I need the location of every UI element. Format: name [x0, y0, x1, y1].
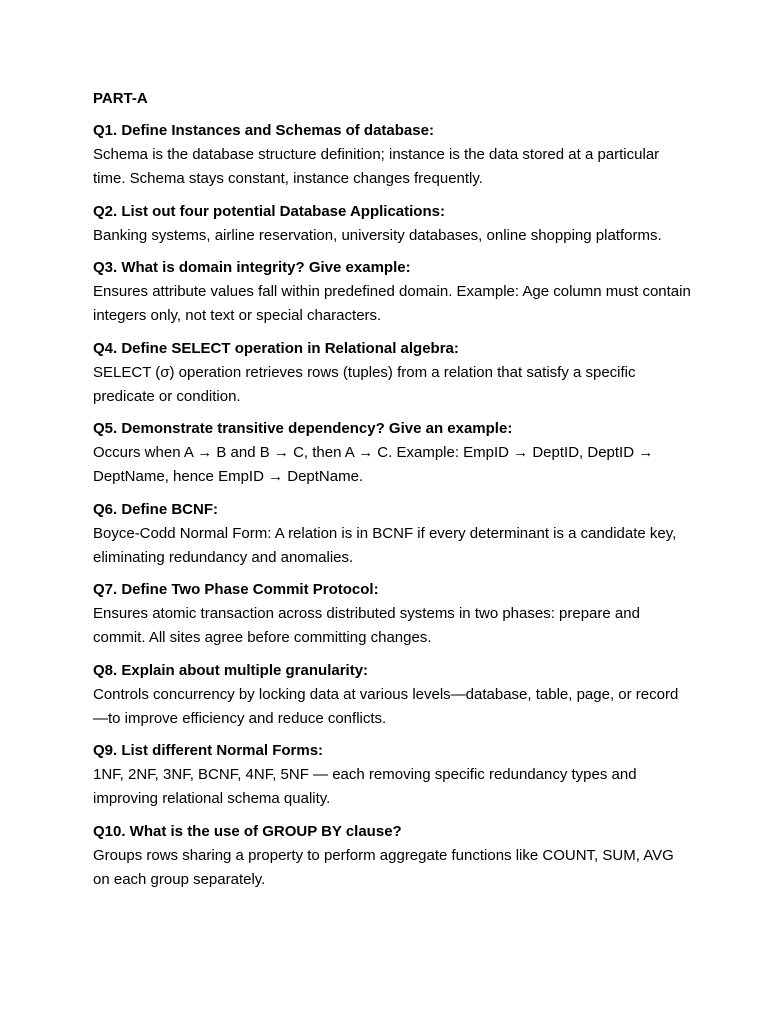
- question-heading: Q2. List out four potential Database Applications:: [93, 202, 445, 220]
- question-heading: Q7. Define Two Phase Commit Protocol:: [93, 581, 379, 598]
- qa-item-5: [93, 418, 693, 489]
- document-page: [93, 88, 693, 901]
- question-heading: Q6. Define BCNF:: [93, 500, 219, 518]
- answer-text: Boyce-Codd Normal Form: A relation is in BCNF if every determinant is a candidate key, eliminating redundancy and anomalies.: [93, 524, 677, 566]
- question-heading: Q4. Define SELECT operation in Relational algebra:: [93, 339, 459, 357]
- qa-item-8: [93, 660, 693, 731]
- qa-item-4: [93, 338, 693, 409]
- answer-text: Ensures atomic transaction across distributed systems in two phases: prepare and commit. All sites agree before committing changes.: [93, 605, 640, 646]
- qa-item-9: [93, 740, 693, 811]
- question-heading: Q8. Explain about multiple granularity:: [93, 661, 369, 679]
- answer-text: SELECT (σ) operation retrieves rows (tuples) from a relation that satisfy a specific predicate or condition.: [93, 363, 636, 405]
- qa-item-10: [93, 821, 693, 892]
- qa-item-1: [93, 120, 693, 191]
- qa-item-2: [93, 201, 693, 248]
- qa-item-3: [93, 257, 693, 328]
- answer-text: Occurs when A → B and B → C, then A → C. Example: EmpID → DeptID, DeptID → DeptName, hence EmpID → DeptName.: [93, 444, 654, 485]
- qa-item-7: [93, 579, 693, 650]
- answer-text: 1NF, 2NF, 3NF, BCNF, 4NF, 5NF — each removing specific redundancy types and improving relational schema quality.: [93, 766, 637, 807]
- answer-text: Banking systems, airline reservation, university databases, online shopping platforms.: [93, 226, 662, 244]
- question-heading: Q3. What is domain integrity? Give example:: [93, 259, 411, 276]
- question-heading: Q9. List different Normal Forms:: [93, 742, 324, 759]
- answer-text: Schema is the database structure definition; instance is the data stored at a particular time. Schema stays constant, instance changes frequently.: [93, 146, 660, 187]
- question-heading: Q5. Demonstrate transitive dependency? Give an example:: [93, 420, 513, 437]
- qa-item-6: [93, 499, 693, 570]
- part-title: PART-A: [93, 90, 148, 107]
- answer-text: Ensures attribute values fall within predefined domain. Example: Age column must contain integers only, not text or special characters.: [93, 283, 691, 324]
- question-heading: Q10. What is the use of GROUP BY clause?: [93, 822, 402, 840]
- answer-text: Groups rows sharing a property to perform aggregate functions like COUNT, SUM, AVG on each group separately.: [93, 846, 674, 888]
- answer-text: Controls concurrency by locking data at various levels—database, table, page, or record—to improve efficiency and reduce conflicts.: [93, 685, 679, 727]
- question-heading: Q1. Define Instances and Schemas of database:: [93, 122, 434, 139]
